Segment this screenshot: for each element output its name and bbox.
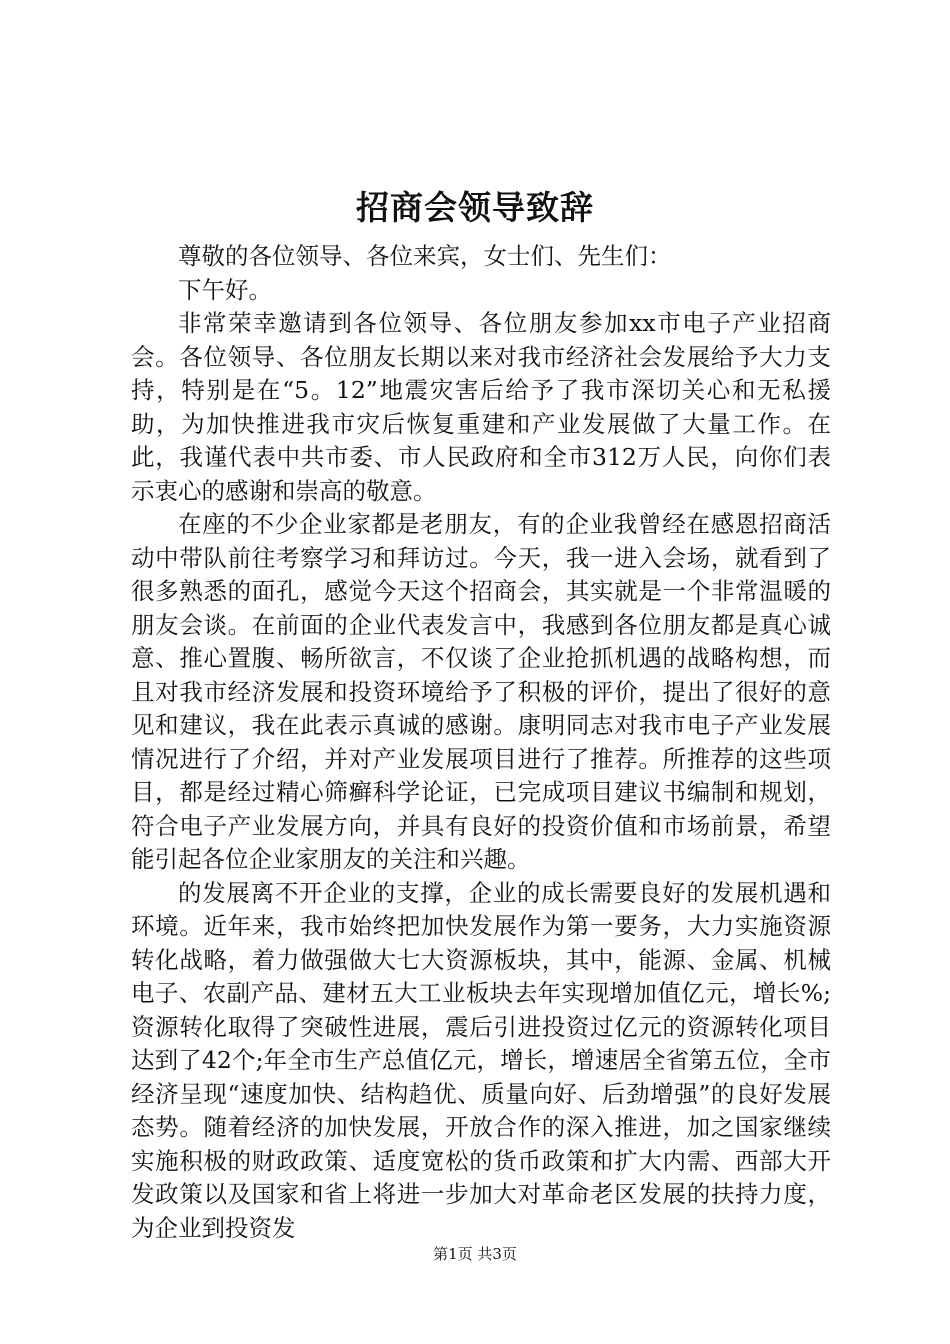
document-title: 招商会领导致辞 <box>356 188 594 227</box>
document-body <box>131 240 831 1245</box>
paragraph-thanks: 非常荣幸邀请到各位领导、各位朋友参加xx市电子产业招商会。各位领导、各位朋友长期以来对我市经济社会发展给予大力支持，特别是在“5。12”地震灾害后给予了我市深切关心和无私援助，为加快推进我市灾后恢复重建和产业发展做了大量工作。在此，我谨代表中共市委、市人民政府和全市312万人民，向你们表示衷心的感谢和崇高的敬意。 <box>131 309 831 505</box>
paragraph-development: 的发展离不开企业的支撑，企业的成长需要良好的发展机遇和环境。近年来，我市始终把加快发展作为第一要务，大力实施资源转化战略，着力做强做大七大资源板块，其中，能源、金属、机械电子、农副产品、建材五大工业板块去年实现增加值亿元，增长%;资源转化取得了突破性进展，震后引进投资过亿元的资源转化项目达到了42个;年全市生产总值亿元，增长，增速居全省第五位，全市经济呈现“速度加快、结构趋优、质量向好、后劲增强”的良好发展态势。随着经济的加快发展，开放合作的深入推进，加之国家继续实施积极的财政政策、适度宽松的货币政策和扩大内需、西部大开发政策以及国家和省上将进一步加大对革命老区发展的扶持力度，为企业到投资发 <box>131 878 831 1242</box>
paragraph-salutation: 尊敬的各位领导、各位来宾，女士们、先生们： <box>178 242 672 270</box>
page-footer: 第1页 共3页 <box>433 1245 517 1263</box>
paragraph-entrepreneurs: 在座的不少企业家都是老朋友，有的企业我曾经在感恩招商活动中带队前往考察学习和拜访过。今天，我一进入会场，就看到了很多熟悉的面孔，感觉今天这个招商会，其实就是一个非常温暖的朋友会谈。在前面的企业代表发言中，我感到各位朋友都是真心诚意、推心置腹、畅所欲言，不仅谈了企业抢抓机遇的战略构想，而且对我市经济发展和投资环境给予了积极的评价，提出了很好的意见和建议，我在此表示真诚的感谢。康明同志对我市电子产业发展情况进行了介绍，并对产业发展项目进行了推荐。所推荐的这些项目，都是经过精心筛癣科学论证，已完成项目建议书编制和规划，符合电子产业发展方向，并具有良好的投资价值和市场前景，希望能引起各位企业家朋友的关注和兴趣。 <box>131 510 831 873</box>
paragraph-greeting: 下午好。 <box>178 275 272 304</box>
